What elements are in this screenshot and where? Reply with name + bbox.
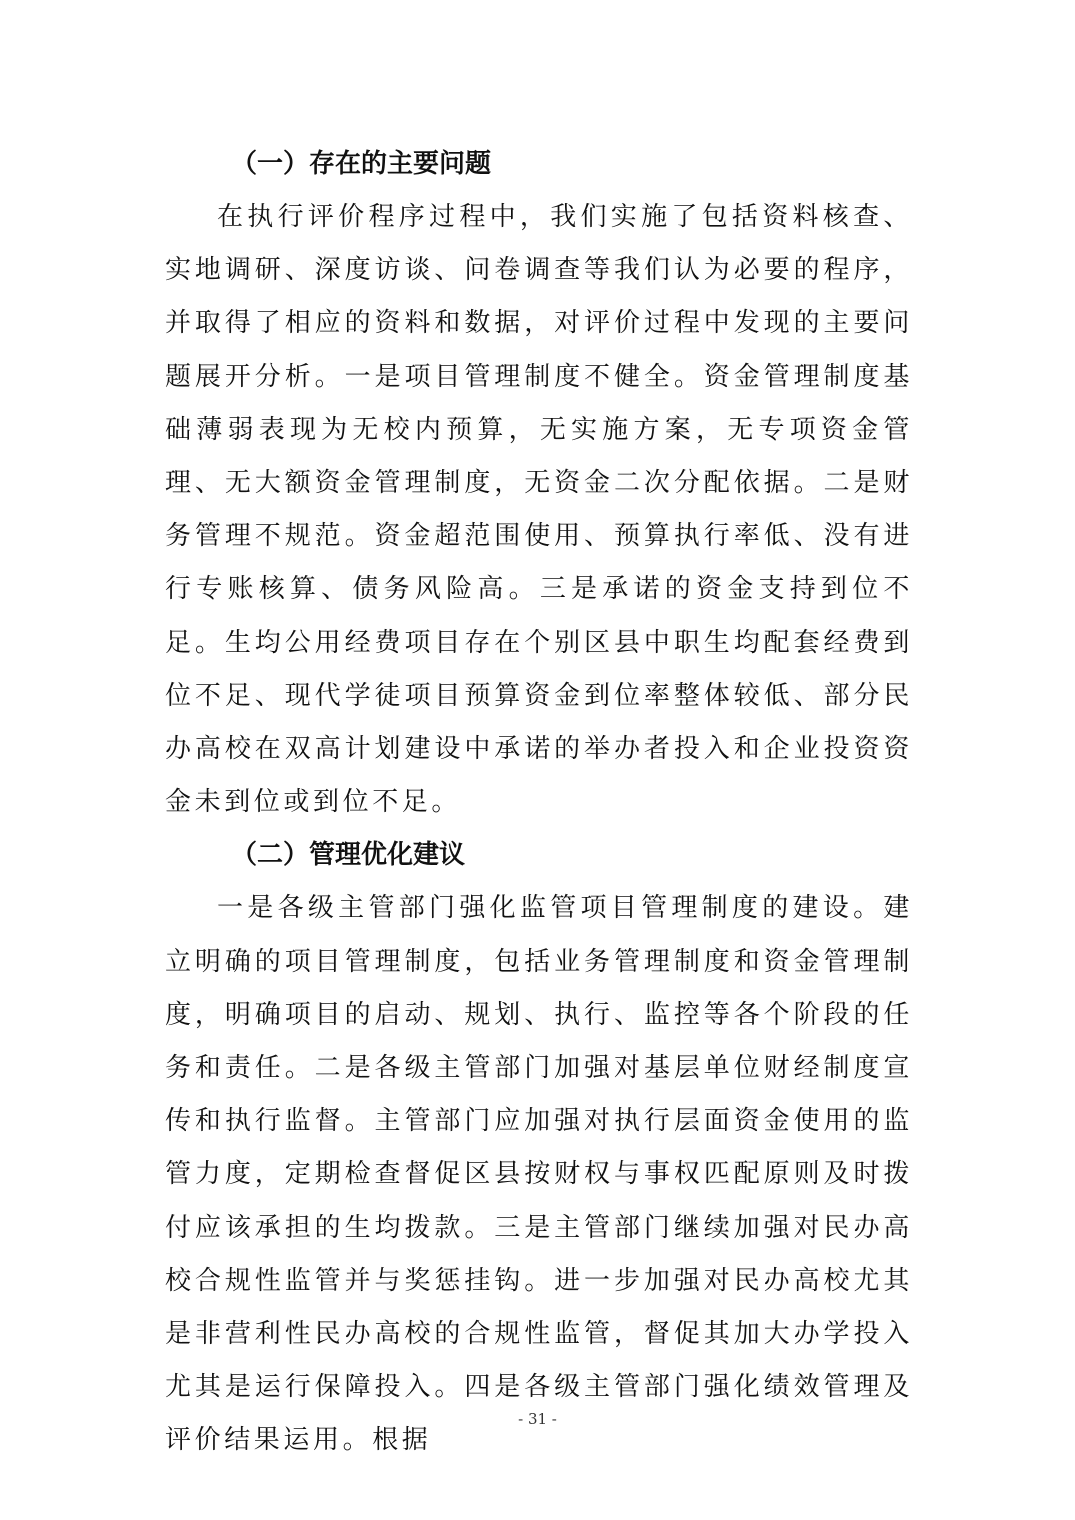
section-heading-problems: （一）存在的主要问题 — [231, 149, 492, 179]
page-number: - 31 - — [518, 1410, 557, 1428]
section-paragraph-problems: 在执行评价程序过程中，我们实施了包括资料核查、实地调研、深度访谈、问卷调查等我们认为必要的程序，并取得了相应的资料和数据，对评价过程中发现的主要问题展开分析。一是项目管理制度不健全。资金管理制度基础薄弱表现为无校内预算，无实施方案，无专项资金管理、无大额资金管理制度，无资金二次分配依据。二是财务管理不规范。资金超范围使用、预算执行率低、没有进行专账核算、债务风险高。三是承诺的资金支持到位不足。生均公用经费项目存在个别区县中职生均配套经费到位不足、现代学徒项目预算资金到位率整体较低、部分民办高校在双高计划建设中承诺的举办者投入和企业投资资金未到位或到位不足。 — [165, 202, 913, 818]
section-paragraph-suggestions: 一是各级主管部门强化监管项目管理制度的建设。建立明确的项目管理制度，包括业务管理制度和资金管理制度，明确项目的启动、规划、执行、监控等各个阶段的任务和责任。二是各级主管部门加强对基层单位财经制度宣传和执行监督。主管部门应加强对执行层面资金使用的监管力度，定期检查督促区县按财权与事权匹配原则及时拨付应该承担的生均拨款。三是主管部门继续加强对民办高校合规性监管并与奖惩挂钩。进一步加强对民办高校尤其是非营利性民办高校的合规性监管，督促其加大办学投入尤其是运行保障投入。四是各级主管部门强化绩效管理及评价结果运用。根据 — [165, 893, 913, 1456]
document-body — [165, 138, 913, 1468]
section-heading-suggestions: （二）管理优化建议 — [231, 840, 466, 871]
